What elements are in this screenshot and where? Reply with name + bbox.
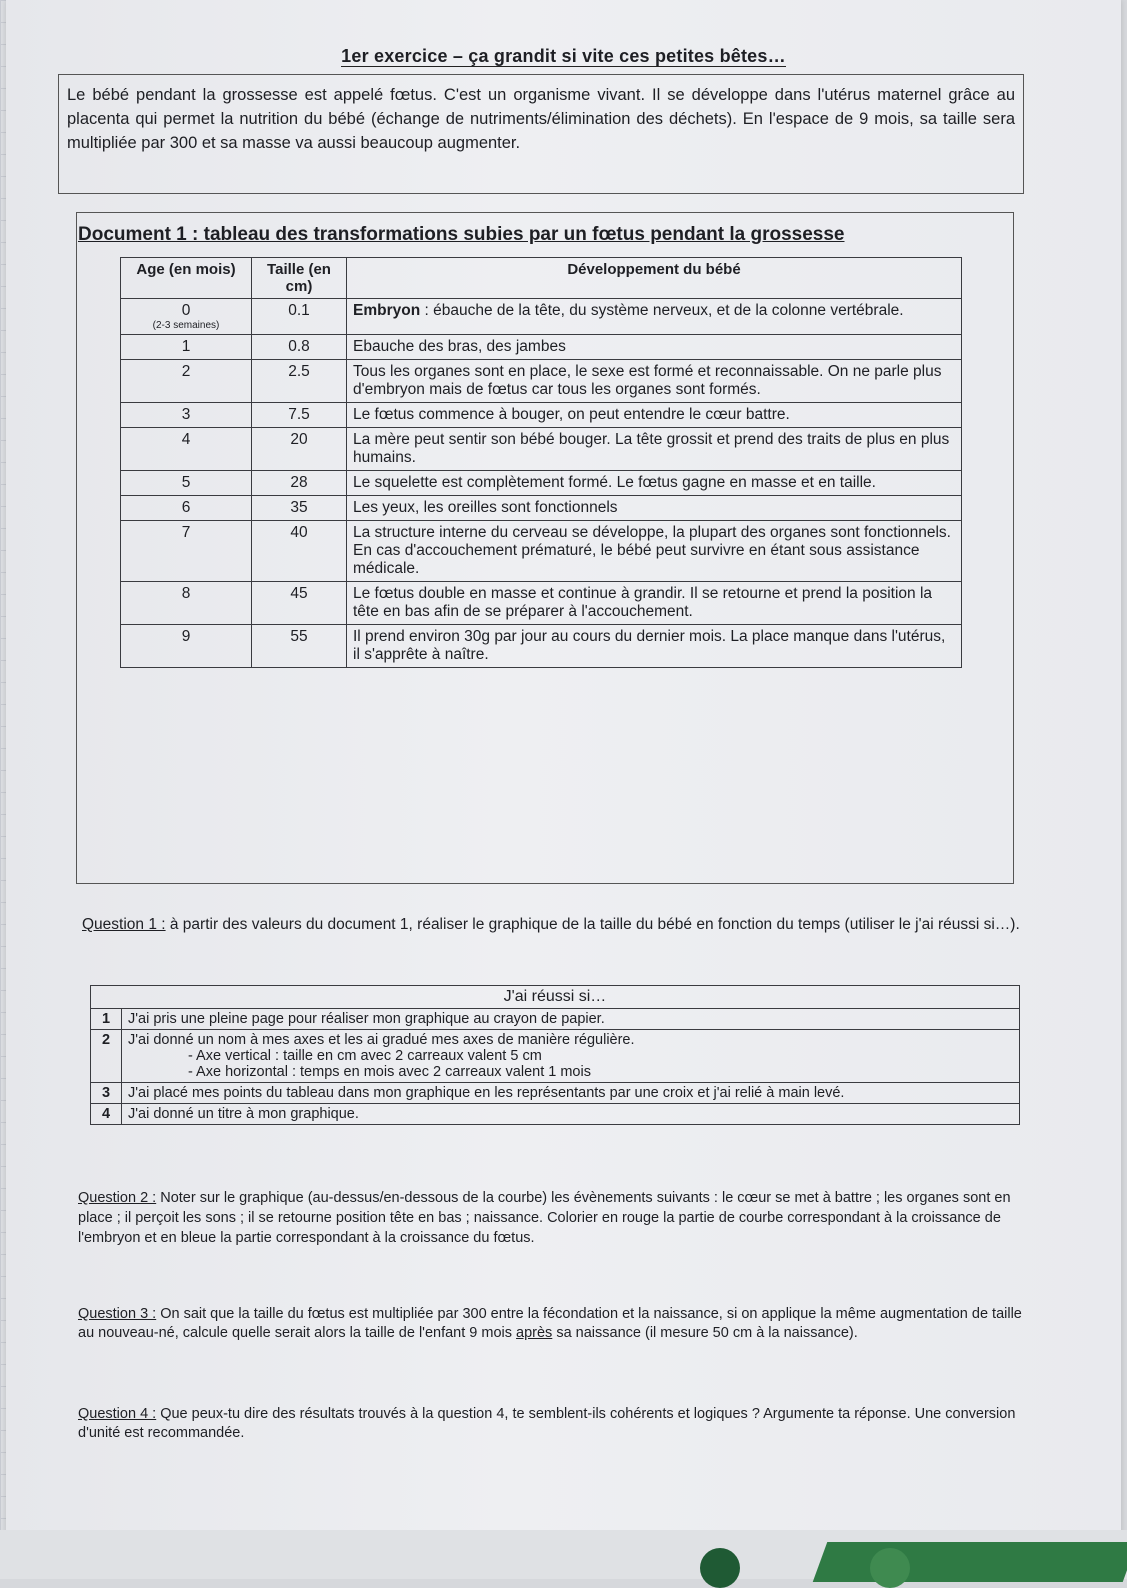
cell-size: 45: [252, 582, 347, 625]
cell-development: [347, 403, 962, 428]
checklist-sub-vertical: - Axe vertical : taille en cm avec 2 carreaux valent 5 cm: [188, 1048, 542, 1064]
cell-development-text: Le squelette est complètement formé. Le fœtus gagne en masse et en taille.: [353, 474, 876, 491]
cell-age-value: 1: [181, 338, 191, 355]
question-1: [82, 915, 1032, 935]
table-row: [121, 335, 962, 360]
cell-age-value: 0: [181, 302, 191, 319]
green-dot-decoration: [700, 1548, 740, 1588]
cell-development-text: Tous les organes sont en place, le sexe est formé et reconnaissable. On ne parle plus d'embryon mais de fœtus car tous les organes sont formés.: [353, 363, 942, 398]
question-2-text: Noter sur le graphique (au-dessus/en-dessous de la courbe) les évènements suivants : le cœur se met à battre ; les organes sont en place ; il perçoit les sons ; il se retourne position tête en bas ; naissance. Colorier en rouge la partie de courbe correspondant à la croissance de l'embryon et en bleue la partie correspondant à la croissance du fœtus.: [78, 1190, 1011, 1246]
cell-development-text: Il prend environ 30g par jour au cours du dernier mois. La place manque dans l'utérus, il s'apprête à naître.: [353, 628, 946, 663]
document-title: Document 1 : tableau des transformations subies par un fœtus pendant la grossesse: [78, 224, 845, 245]
checklist-item: [91, 1083, 1020, 1104]
transformation-table: [120, 257, 962, 668]
header-development: Développement du bébé: [347, 258, 962, 299]
table-row: [121, 582, 962, 625]
checklist-item: [91, 1009, 1020, 1030]
cell-development-text: Le fœtus double en masse et continue à grandir. Il se retourne et prend la position la tête en bas afin de se préparer à l'accouchement.: [353, 585, 933, 620]
cell-age: [121, 299, 252, 335]
checklist-text: J'ai donné un titre à mon graphique.: [122, 1104, 1020, 1125]
table-row: [121, 496, 962, 521]
checklist-item: [91, 1104, 1020, 1125]
question-3-text: On sait que la taille du fœtus est multipliée par 300 entre la fécondation et la naissance, si on applique la même augmentation de taille au nouveau-né, calcule quelle serait alors la taille de l'enfant 9 mois: [78, 1306, 1022, 1341]
table-row: [121, 471, 962, 496]
cell-age-value: 8: [181, 585, 191, 602]
cell-age-value: 3: [181, 406, 191, 423]
intro-paragraph: Le bébé pendant la grossesse est appelé fœtus. C'est un organisme vivant. Il se développe dans l'utérus maternel grâce au placenta qui permet la nutrition du bébé (échange de nutriments/élimination des déchets). En l'espace de 9 mois, sa taille sera multipliée par 300 et sa masse va aussi beaucoup augmenter.: [58, 74, 1024, 194]
question-2: [78, 1188, 1023, 1248]
cell-development: [347, 521, 962, 582]
checklist-number: 2: [91, 1030, 122, 1083]
cell-size: 7.5: [252, 403, 347, 428]
question-3-underlined: après: [516, 1325, 553, 1341]
checklist-item-2-text: J'ai donné un nom à mes axes et les ai gradué mes axes de manière régulière.: [128, 1032, 635, 1048]
cell-age: [121, 625, 252, 668]
cell-age-value: 5: [181, 474, 191, 491]
question-3-text-end: sa naissance (il mesure 50 cm à la naissance).: [552, 1325, 858, 1341]
table-row: [121, 403, 962, 428]
cell-development: [347, 496, 962, 521]
cell-size: 28: [252, 471, 347, 496]
checklist-number: 3: [91, 1083, 122, 1104]
table-row: [121, 299, 962, 335]
cell-age: [121, 521, 252, 582]
checklist-title: J'ai réussi si…: [91, 986, 1020, 1009]
cell-development-text: Le fœtus commence à bouger, on peut entendre le cœur battre.: [353, 406, 790, 423]
cell-age-value: 7: [181, 524, 191, 541]
cell-size: 0.8: [252, 335, 347, 360]
exercise-title: 1er exercice – ça grandit si vite ces petites bêtes…: [341, 46, 786, 66]
table-header-row: [121, 258, 962, 299]
cell-development-text: La structure interne du cerveau se développe, la plupart des organes sont fonctionnels. En cas d'accouchement prématuré, le bébé peut survivre en étant sous assistance médicale.: [353, 524, 951, 577]
cell-age: [121, 360, 252, 403]
cell-development: [347, 582, 962, 625]
cell-development: [347, 335, 962, 360]
question-1-label: Question 1 :: [82, 916, 166, 933]
table-row: [121, 428, 962, 471]
table-row: [121, 521, 962, 582]
cell-age: [121, 471, 252, 496]
cell-development: [347, 299, 962, 335]
cell-size: 40: [252, 521, 347, 582]
checklist-text: [122, 1030, 1020, 1083]
cell-size: 20: [252, 428, 347, 471]
question-4: [78, 1405, 1023, 1443]
question-3-label: Question 3 :: [78, 1306, 157, 1322]
table-row: [121, 360, 962, 403]
question-3: [78, 1305, 1023, 1343]
question-2-label: Question 2 :: [78, 1190, 157, 1206]
checklist-text: J'ai placé mes points du tableau dans mon graphique en les représentants par une croix et j'ai relié à main levé.: [122, 1083, 1020, 1104]
cell-development: [347, 428, 962, 471]
cell-size: 2.5: [252, 360, 347, 403]
cell-size: 0.1: [252, 299, 347, 335]
header-age: Age (en mois): [121, 258, 252, 299]
cell-age-value: 9: [181, 628, 191, 645]
cell-age: [121, 335, 252, 360]
cell-development: [347, 625, 962, 668]
cell-size: 55: [252, 625, 347, 668]
checklist-number: 4: [91, 1104, 122, 1125]
cell-age: [121, 428, 252, 471]
header-size: Taille (en cm): [252, 258, 347, 299]
cell-development: [347, 360, 962, 403]
cell-development: [347, 471, 962, 496]
cell-age-value: 6: [181, 499, 191, 516]
cell-development-text: : ébauche de la tête, du système nerveux, et de la colonne vertébrale.: [420, 302, 904, 319]
cell-development-text: Ebauche des bras, des jambes: [353, 338, 566, 355]
table-row: [121, 625, 962, 668]
cell-age: [121, 403, 252, 428]
question-4-label: Question 4 :: [78, 1406, 157, 1422]
cell-development-text: Les yeux, les oreilles sont fonctionnels: [353, 499, 618, 516]
success-checklist: [90, 985, 1020, 1125]
checklist-text: J'ai pris une pleine page pour réaliser mon graphique au crayon de papier.: [122, 1009, 1020, 1030]
cell-development-text: La mère peut sentir son bébé bouger. La tête grossit et prend des traits de plus en plus humains.: [353, 431, 950, 466]
cell-development-keyword: Embryon: [353, 302, 421, 319]
cell-age-value: 4: [181, 431, 191, 448]
green-folder-edge: [813, 1542, 1127, 1582]
cell-age-value: 2: [181, 363, 191, 380]
checklist-item: [91, 1030, 1020, 1083]
checklist-sub-horizontal: - Axe horizontal : temps en mois avec 2 carreaux valent 1 mois: [188, 1064, 591, 1080]
cell-age: [121, 496, 252, 521]
question-1-text: à partir des valeurs du document 1, réaliser le graphique de la taille du bébé en fonction du temps (utiliser le j'ai réussi si…).: [165, 916, 1020, 933]
question-4-text: Que peux-tu dire des résultats trouvés à la question 4, te semblent-ils cohérents et logiques ? Argumente ta réponse. Une conversion d'unité est recommandée.: [78, 1406, 1016, 1441]
cell-age-note: (2-3 semaines): [152, 320, 220, 331]
cell-size: 35: [252, 496, 347, 521]
checklist-number: 1: [91, 1009, 122, 1030]
cell-age: [121, 582, 252, 625]
green-dot-decoration: [870, 1548, 910, 1588]
